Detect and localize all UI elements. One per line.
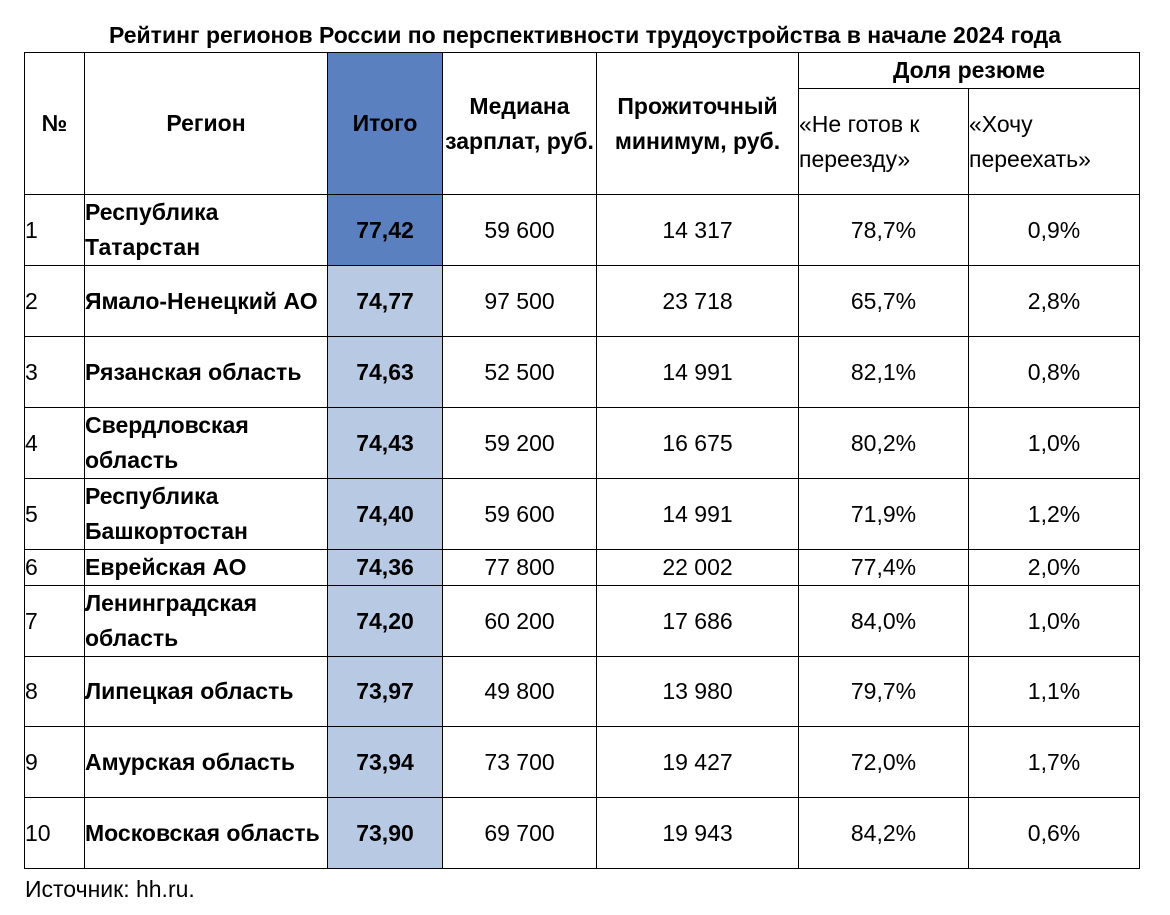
table-row — [25, 266, 1140, 337]
row-total: 73,97 — [328, 657, 443, 727]
header-row — [25, 53, 1140, 89]
row-median-salary: 60 200 — [443, 586, 597, 657]
row-subsistence: 16 675 — [597, 408, 799, 479]
row-not-ready: 71,9% — [799, 479, 969, 550]
row-want-move: 1,0% — [969, 408, 1140, 479]
row-num: 7 — [25, 586, 85, 657]
header-not-ready: «Не готов к переезду» — [799, 89, 969, 195]
table-row — [25, 727, 1140, 798]
row-num: 4 — [25, 408, 85, 479]
header-resume-share: Доля резюме — [799, 53, 1140, 89]
row-not-ready: 82,1% — [799, 337, 969, 408]
row-subsistence: 14 991 — [597, 337, 799, 408]
row-num: 2 — [25, 266, 85, 337]
table-body — [25, 195, 1140, 869]
row-want-move: 1,1% — [969, 657, 1140, 727]
row-region: Республика Татарстан — [85, 195, 328, 266]
row-want-move: 1,7% — [969, 727, 1140, 798]
row-num: 1 — [25, 195, 85, 266]
source-note: Источник: hh.ru. — [25, 876, 195, 902]
row-not-ready: 77,4% — [799, 550, 969, 586]
table-row — [25, 550, 1140, 586]
rating-table — [24, 52, 1140, 869]
row-median-salary: 49 800 — [443, 657, 597, 727]
row-num: 10 — [25, 798, 85, 869]
row-want-move: 2,8% — [969, 266, 1140, 337]
row-want-move: 0,8% — [969, 337, 1140, 408]
row-subsistence: 17 686 — [597, 586, 799, 657]
row-want-move: 1,2% — [969, 479, 1140, 550]
row-num: 8 — [25, 657, 85, 727]
row-total: 74,20 — [328, 586, 443, 657]
row-num: 6 — [25, 550, 85, 586]
row-subsistence: 23 718 — [597, 266, 799, 337]
row-region: Еврейская АО — [85, 550, 328, 586]
row-median-salary: 59 600 — [443, 195, 597, 266]
row-want-move: 2,0% — [969, 550, 1140, 586]
row-region: Республика Башкортостан — [85, 479, 328, 550]
row-num: 5 — [25, 479, 85, 550]
row-subsistence: 14 991 — [597, 479, 799, 550]
row-region: Рязанская область — [85, 337, 328, 408]
row-median-salary: 73 700 — [443, 727, 597, 798]
row-region: Свердловская область — [85, 408, 328, 479]
row-region: Московская область — [85, 798, 328, 869]
row-want-move: 0,9% — [969, 195, 1140, 266]
row-num: 9 — [25, 727, 85, 798]
row-total: 74,36 — [328, 550, 443, 586]
row-median-salary: 59 600 — [443, 479, 597, 550]
row-want-move: 0,6% — [969, 798, 1140, 869]
row-not-ready: 72,0% — [799, 727, 969, 798]
row-total: 74,40 — [328, 479, 443, 550]
row-total: 77,42 — [328, 195, 443, 266]
table-row — [25, 798, 1140, 869]
row-median-salary: 77 800 — [443, 550, 597, 586]
row-subsistence: 19 943 — [597, 798, 799, 869]
row-median-salary: 97 500 — [443, 266, 597, 337]
row-region: Липецкая область — [85, 657, 328, 727]
header-want-move: «Хочу переехать» — [969, 89, 1140, 195]
table-row — [25, 586, 1140, 657]
table-row — [25, 195, 1140, 266]
row-not-ready: 80,2% — [799, 408, 969, 479]
row-subsistence: 14 317 — [597, 195, 799, 266]
row-region: Ленинградская область — [85, 586, 328, 657]
header-subsistence: Прожиточный минимум, руб. — [597, 53, 799, 195]
row-region: Амурская область — [85, 727, 328, 798]
row-region: Ямало-Ненецкий АО — [85, 266, 328, 337]
table-row — [25, 479, 1140, 550]
table-row — [25, 657, 1140, 727]
header-region: Регион — [85, 53, 328, 195]
row-not-ready: 78,7% — [799, 195, 969, 266]
row-median-salary: 59 200 — [443, 408, 597, 479]
row-subsistence: 13 980 — [597, 657, 799, 727]
row-median-salary: 69 700 — [443, 798, 597, 869]
table-row — [25, 408, 1140, 479]
table-row — [25, 337, 1140, 408]
row-not-ready: 84,0% — [799, 586, 969, 657]
row-num: 3 — [25, 337, 85, 408]
row-not-ready: 65,7% — [799, 266, 969, 337]
page-title: Рейтинг регионов России по перспективности трудоустройства в начале 2024 года — [108, 22, 1062, 48]
row-subsistence: 22 002 — [597, 550, 799, 586]
row-total: 74,63 — [328, 337, 443, 408]
header-total: Итого — [328, 53, 443, 195]
row-total: 73,94 — [328, 727, 443, 798]
row-total: 74,77 — [328, 266, 443, 337]
row-total: 73,90 — [328, 798, 443, 869]
row-median-salary: 52 500 — [443, 337, 597, 408]
row-not-ready: 79,7% — [799, 657, 969, 727]
row-total: 74,43 — [328, 408, 443, 479]
row-not-ready: 84,2% — [799, 798, 969, 869]
header-num: № — [25, 53, 85, 195]
row-want-move: 1,0% — [969, 586, 1140, 657]
header-median-salary: Медиана зарплат, руб. — [443, 53, 597, 195]
row-subsistence: 19 427 — [597, 727, 799, 798]
